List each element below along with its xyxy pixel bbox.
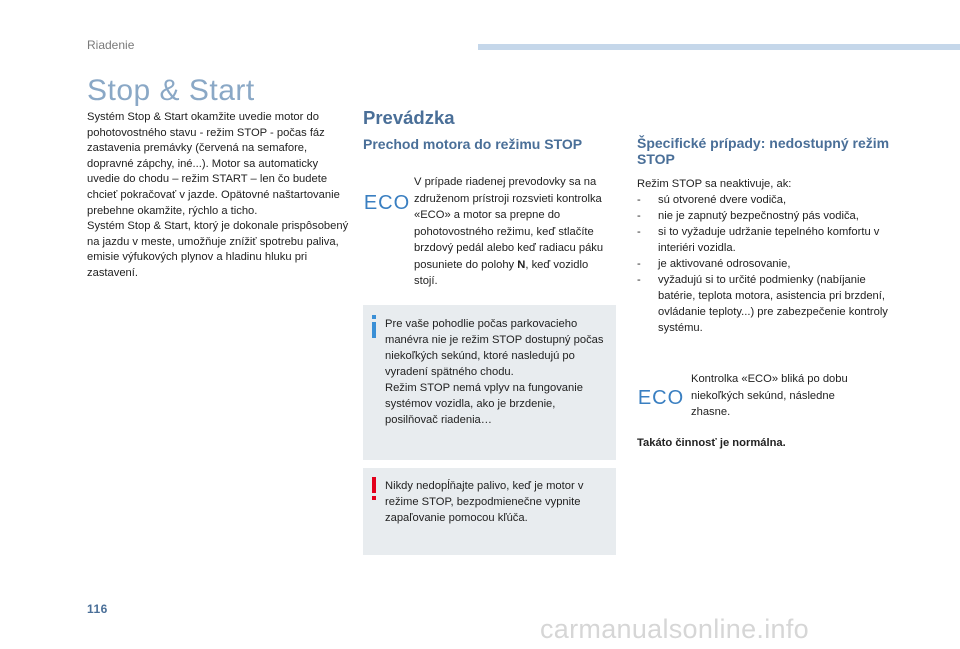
list-item-text: sú otvorené dvere vodiča,: [658, 194, 787, 206]
list-item: - nie je zapnutý bezpečnostný pás vodiča,: [637, 210, 859, 222]
intro-paragraph: Systém Stop & Start, ktorý je dokonale prispôsobený na jazdu v meste, umožňuje znížiť spotrebu paliva, emisie výfukových plynov a hladinu hluku pri zastavení.: [87, 220, 349, 279]
stop-mode-text: V prípade riadenej prevodovky sa na združenom prístroji rozsvieti kontrolka «ECO» a motor sa prepne do pohotovostného režimu, keď stlačíte brzdový pedál alebo keď radiacu páku posuniete do polohy: [414, 176, 604, 271]
stop-mode-text-end: , keď vozidlo stojí.: [414, 258, 589, 287]
page-number: 116: [87, 602, 108, 616]
header-bar: [478, 44, 960, 50]
warning-marker-icon: [370, 477, 378, 506]
info-box: [363, 305, 616, 460]
list-item: - si to vyžaduje udržanie tepelného komfortu v interiéri vozidla.: [637, 226, 880, 254]
info-paragraph: Režim STOP nemá vplyv na fungovanie systémov vozidla, ako je brzdenie, posilňovač riadenia…: [385, 382, 583, 426]
list-item-text: si to vyžaduje udržanie tepelného komfortu v interiéri vozidla.: [658, 226, 880, 254]
section-label: Riadenie: [87, 38, 135, 52]
intro-text: [87, 110, 349, 282]
eco-indicator-label: ECO: [637, 387, 685, 409]
stop-mode-description: [414, 174, 614, 290]
operation-heading: Prevádzka: [363, 107, 455, 128]
list-item: - vyžadujú si to určité podmienky (nabíjanie batérie, teplota motora, asistencia pri brzdení, ovládanie teploty...) pre zabezpečenie kontroly systému.: [637, 274, 888, 334]
info-box-text: [385, 316, 611, 428]
eco-blink-description: Kontrolka «ECO» bliká po dobu niekoľkých sekúnd, následne zhasne.: [691, 373, 848, 418]
special-cases-heading: Špecifické prípady: nedostupný režim STOP: [637, 135, 890, 167]
warning-paragraph: Nikdy nedopĺňajte palivo, keď je motor v režime STOP, bezpodmienečne vypnite zapaľovanie pomocou kľúča.: [385, 480, 584, 524]
list-item: - je aktivované odrosovanie,: [637, 258, 791, 270]
warning-box-text: [385, 478, 611, 526]
info-paragraph: Pre vaše pohodlie počas parkovacieho manévra nie je režim STOP dostupný počas niekoľkých sekúnd, ktoré nasledujú po vyradení spätného chodu.: [385, 318, 604, 378]
special-cases-intro: Režim STOP sa neaktivuje, ak:: [637, 178, 792, 190]
list-item-text: nie je zapnutý bezpečnostný pás vodiča,: [658, 210, 859, 222]
list-item: - sú otvorené dvere vodiča,: [637, 194, 787, 206]
list-item-text: je aktivované odrosovanie,: [658, 258, 791, 270]
watermark: carmanualsonline.info: [540, 614, 809, 644]
page-title: Stop & Start: [87, 74, 255, 107]
info-marker-icon: [370, 315, 378, 344]
eco-indicator-icon: [637, 385, 685, 409]
gear-position-n: N: [517, 258, 526, 271]
normal-operation-note: Takáto činnosť je normálna.: [637, 437, 786, 449]
list-item-text: vyžadujú si to určité podmienky (nabíjanie batérie, teplota motora, asistencia pri brzdení, ovládanie teploty...) pre zabezpečenie kontroly systému.: [658, 274, 888, 334]
special-cases-list: [637, 192, 899, 336]
warning-box: [363, 468, 616, 555]
eco-indicator-icon: [363, 190, 411, 214]
intro-paragraph: Systém Stop & Start okamžite uvedie motor do pohotovostného stavu - režim STOP - počas fáz zastavenia premávky (červená na semafore, dopravné zápchy, iné...). Motor sa automaticky uvedie do chodu – režim START – len čo budete chcieť pokračovať v jazde. Opätovné naštartovanie prebehne okamžite, rýchlo a ticho.: [87, 111, 340, 217]
eco-indicator-label: ECO: [363, 192, 411, 214]
stop-mode-heading: Prechod motora do režimu STOP: [363, 136, 583, 152]
